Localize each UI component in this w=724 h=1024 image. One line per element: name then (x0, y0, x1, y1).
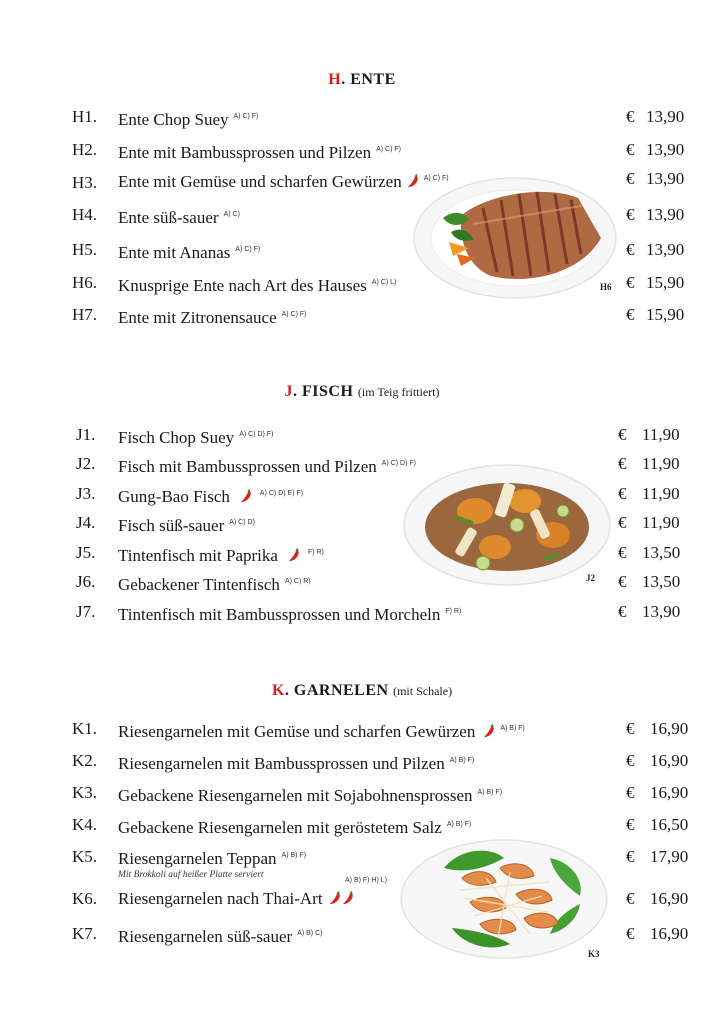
item-name: Fisch mit Bambussprossen und Pilzen $^{A) C) D) F)}$ (118, 457, 416, 476)
menu-item-k2 (0, 748, 724, 774)
item-price: 16,90 (650, 924, 689, 943)
item-allergens: A) C) F) (233, 113, 259, 120)
menu-item-k1 (0, 716, 724, 742)
item-allergens: A) B) F) H) L) (345, 877, 387, 884)
menu-item-j1 (0, 422, 724, 448)
photo-label-h6: H6 (600, 282, 612, 292)
item-code: J1. (76, 425, 96, 444)
menu-item-h3 (0, 166, 724, 192)
menu-item-k7 (0, 921, 724, 947)
euro-sign: € (618, 602, 627, 621)
section-name: . ENTE (341, 71, 396, 88)
item-price: 13,90 (646, 140, 685, 159)
item-allergens: A) B) C) (297, 930, 323, 937)
section-letter: H (328, 71, 342, 88)
chili-icon (240, 489, 252, 503)
menu-item-j6 (0, 569, 724, 595)
item-name: Tintenfisch mit Bambussprossen und Morcheln $^{F) R)}$ (118, 605, 462, 624)
section-note: (im Teig frittiert) (357, 385, 440, 399)
item-name: Gebackene Riesengarnelen mit geröstetem Salz $^{A) B) F)}$ (118, 818, 472, 837)
item-name: Ente mit Zitronensauce $^{A) C) F)}$ (118, 308, 307, 327)
item-allergens: A) C) L) (371, 279, 397, 286)
item-price: 15,90 (646, 273, 685, 292)
chili-icon (407, 174, 419, 188)
item-price: 17,90 (650, 847, 689, 866)
section-name: . GARNELEN (284, 682, 389, 699)
item-price: 13,50 (642, 572, 681, 591)
item-code: H5. (72, 240, 98, 259)
photo-label-j2: J2 (586, 573, 595, 583)
item-name: Ente mit Bambussprossen und Pilzen $^{A) C) F)}$ (118, 143, 401, 162)
euro-sign: € (626, 719, 635, 738)
item-name: Riesengarnelen nach Thai-Art (118, 886, 354, 912)
item-allergens: A) C) (223, 211, 240, 218)
item-name: Gung-Bao Fisch $^{A) C) D) E) F)}$ (118, 487, 304, 506)
item-name: Ente Chop Suey $^{A) C) F)}$ (118, 110, 259, 129)
euro-sign: € (626, 889, 635, 908)
menu-item-j5 (0, 540, 724, 566)
item-code: H3. (72, 173, 98, 192)
item-code: K3. (72, 783, 98, 802)
item-name: Ente mit Ananas $^{A) C) F)}$ (118, 243, 261, 262)
item-allergens: A) C) D) F) (381, 460, 416, 467)
item-price: 13,90 (646, 107, 685, 126)
item-price: 11,90 (642, 484, 680, 503)
item-name: Riesengarnelen mit Bambussprossen und Pilzen $^{A) B) F)}$ (118, 754, 475, 773)
menu-item-j7 (0, 599, 724, 625)
euro-sign: € (618, 484, 627, 503)
item-name: Ente mit Gemüse und scharfen Gewürzen $^{A) C) F)}$ (118, 172, 449, 191)
item-price: 16,90 (650, 783, 689, 802)
item-code: K6. (72, 889, 98, 908)
menu-item-h1 (0, 104, 724, 130)
item-code: K1. (72, 719, 98, 738)
chili-icon (329, 891, 341, 905)
menu-item-k4 (0, 812, 724, 838)
item-allergens: A) C) D) E) F) (259, 490, 304, 497)
item-allergens: A) B) F) (449, 757, 475, 764)
item-description: Mit Brokkoli auf heißer Platte serviert (118, 870, 264, 880)
euro-sign: € (626, 783, 635, 802)
item-allergens: A) B) F) (446, 821, 472, 828)
item-name: Ente süß-sauer $^{A) C)}$ (118, 208, 240, 227)
item-allergens: A) B) F) (281, 852, 307, 859)
menu-item-j3 (0, 481, 724, 507)
item-price: 13,90 (646, 169, 685, 188)
euro-sign: € (618, 425, 627, 444)
menu-item-h4 (0, 202, 724, 228)
item-code: K5. (72, 847, 98, 866)
item-price: 15,90 (646, 305, 685, 324)
item-code: J7. (76, 602, 96, 621)
euro-sign: € (626, 240, 635, 259)
item-allergens: A) C) F) (423, 175, 449, 182)
section-letter: K (271, 682, 285, 699)
item-name: Fisch Chop Suey $^{A) C) D) F)}$ (118, 428, 274, 447)
chili-icon (288, 548, 300, 562)
euro-sign: € (626, 924, 635, 943)
menu-item-k6 (0, 877, 724, 912)
item-name: Knusprige Ente nach Art des Hauses $^{A) C) L)}$ (118, 276, 397, 295)
item-price: 13,90 (646, 205, 685, 224)
section-letter: J (284, 383, 293, 400)
section-title-garnelen (0, 682, 724, 700)
item-price: 16,90 (650, 889, 689, 908)
item-price: 16,90 (650, 751, 689, 770)
item-allergens: F) R) (445, 608, 462, 615)
item-code: J6. (76, 572, 96, 591)
item-code: J4. (76, 513, 96, 532)
item-price: 13,90 (646, 240, 685, 259)
item-allergens: A) C) F) (281, 311, 307, 318)
item-allergens: A) C) F) (376, 146, 401, 153)
euro-sign: € (626, 273, 635, 292)
menu-item-k5 (0, 844, 724, 880)
item-code: H2. (72, 140, 98, 159)
item-code: H1. (72, 107, 98, 126)
item-code: H4. (72, 205, 98, 224)
item-allergens: A) B) F) (500, 725, 525, 732)
item-code: K4. (72, 815, 98, 834)
menu-item-h7 (0, 302, 724, 328)
menu-item-h2 (0, 137, 724, 163)
section-title-ente (0, 71, 724, 89)
euro-sign: € (626, 847, 635, 866)
item-price: 11,90 (642, 425, 680, 444)
item-name: Fisch süß-sauer $^{A) C) D)}$ (118, 516, 255, 535)
menu-item-j4 (0, 510, 724, 536)
item-name: Gebackene Riesengarnelen mit Sojabohnensprossen $^{A) B) F)}$ (118, 786, 503, 805)
item-code: H7. (72, 305, 98, 324)
item-code: K7. (72, 924, 98, 943)
item-name: Riesengarnelen mit Gemüse und scharfen Gewürzen $^{A) B) F)}$ (118, 722, 525, 741)
item-allergens: A) C) D) (229, 519, 255, 526)
item-allergens: A) C) D) F) (239, 431, 274, 438)
euro-sign: € (626, 751, 635, 770)
euro-sign: € (618, 572, 627, 591)
item-price: 16,50 (650, 815, 689, 834)
euro-sign: € (626, 305, 635, 324)
euro-sign: € (618, 454, 627, 473)
euro-sign: € (618, 513, 627, 532)
item-allergens: A) B) F) (477, 789, 503, 796)
euro-sign: € (626, 169, 635, 188)
euro-sign: € (618, 543, 627, 562)
euro-sign: € (626, 140, 635, 159)
item-price: 11,90 (642, 454, 680, 473)
item-code: J3. (76, 484, 96, 503)
item-code: K2. (72, 751, 98, 770)
item-code: H6. (72, 273, 98, 292)
item-price: 11,90 (642, 513, 680, 532)
photo-label-k3: K3 (588, 949, 600, 959)
chili-icon (483, 724, 495, 738)
euro-sign: € (626, 815, 635, 834)
item-price: 16,90 (650, 719, 689, 738)
menu-item-h5 (0, 237, 724, 263)
item-name: Tintenfisch mit Paprika $^{F) R)}$ (118, 546, 324, 565)
menu-item-k3 (0, 780, 724, 806)
item-allergens: F) R) (307, 549, 324, 556)
item-name: Riesengarnelen Teppan $^{A) B) F)}$ (118, 849, 307, 868)
section-name: . FISCH (293, 383, 354, 400)
item-price: 13,90 (642, 602, 681, 621)
section-note: (mit Schale) (393, 684, 453, 698)
euro-sign: € (626, 205, 635, 224)
item-name: Riesengarnelen süß-sauer $^{A) B) C)}$ (118, 927, 323, 946)
item-name: Gebackener Tintenfisch $^{A) C) R)}$ (118, 575, 311, 594)
euro-sign: € (626, 107, 635, 126)
item-allergens: A) C) F) (235, 246, 261, 253)
item-code: J2. (76, 454, 96, 473)
item-allergens: A) C) R) (284, 578, 311, 585)
menu-item-j2 (0, 451, 724, 477)
section-title-fisch (0, 383, 724, 401)
item-code: J5. (76, 543, 96, 562)
menu-item-h6 (0, 270, 724, 296)
item-price: 13,50 (642, 543, 681, 562)
